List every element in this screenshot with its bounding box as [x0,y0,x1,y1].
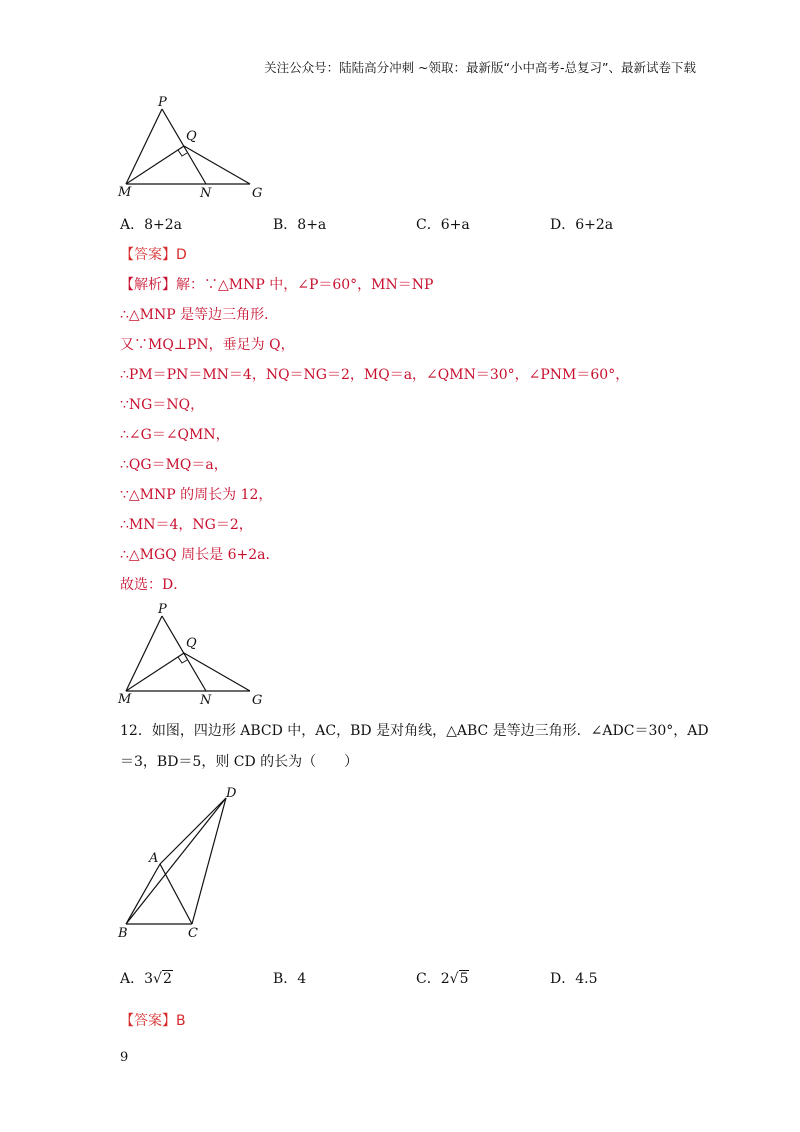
option-a: A．8+2a [120,217,183,233]
label-D: D [226,786,237,801]
solution-line-6: ∴∠G＝∠QMN， [120,427,230,443]
label-Q: Q [186,636,197,651]
sqrt-icon: √ [449,971,459,987]
solution-line-8: ∵△MNP 的周长为 12， [120,487,273,503]
option-d: D．6+2a [550,217,614,233]
triangle-figure-1 [114,96,274,202]
question-12-line-2: ＝3，BD＝5，则 CD 的长为（ ） [120,754,359,770]
question-12-line-1: 12．如图，四边形 ABCD 中，AC，BD 是对角线，△ABC 是等边三角形．∠ADC＝30°，AD [120,723,709,739]
option-c: C．6+a [416,217,470,233]
q11-answer: 【答案】D [120,247,187,263]
label-A: A [149,851,159,866]
triangle-figure-2 [114,603,274,709]
solution-line-11: 故选：D． [120,577,188,593]
q12-answer: 【答案】B [120,1013,186,1029]
page-number: 9 [120,1050,129,1065]
label-G: G [252,693,263,708]
label-M: M [118,692,132,707]
label-G: G [252,186,263,201]
label-P: P [158,603,167,617]
label-M: M [118,185,132,200]
solution-line-2: ∴△MNP 是等边三角形． [120,307,279,323]
solution-line-9: ∴MN＝4，NG＝2， [120,517,253,533]
label-P: P [158,96,167,110]
q12-options [120,968,760,990]
solution-line-4: ∴PM＝PN＝MN＝4，NQ＝NG＝2，MQ＝a，∠QMN＝30°，∠PNM＝60°， [120,367,630,383]
option-a: A．3√2 [120,971,172,987]
quadrilateral-figure [112,784,252,944]
solution-line-1: 【解析】解：∵△MNP 中，∠P＝60°，MN＝NP [120,277,434,293]
label-N: N [200,186,212,201]
option-b: B．4 [273,971,307,987]
solution-line-5: ∵NG＝NQ， [120,397,205,413]
label-C: C [188,926,198,941]
q11-options [120,214,760,236]
sqrt-icon: √ [153,971,162,987]
option-c: C．2√5 [416,971,469,987]
option-b: B．8+a [273,217,327,233]
label-Q: Q [186,129,197,144]
label-N: N [200,693,212,708]
solution-line-10: ∴△MGQ 周长是 6+2a． [120,547,280,563]
header-text: 关注公众号：陆陆高分冲刺 ~领取：最新版“小中高考-总复习”、最新试卷下载 [264,60,696,75]
option-d: D．4.5 [550,971,598,987]
label-B: B [118,926,128,941]
solution-line-3: 又∵MQ⊥PN，垂足为 Q， [120,337,295,353]
solution-line-7: ∴QG＝MQ＝a， [120,457,228,473]
